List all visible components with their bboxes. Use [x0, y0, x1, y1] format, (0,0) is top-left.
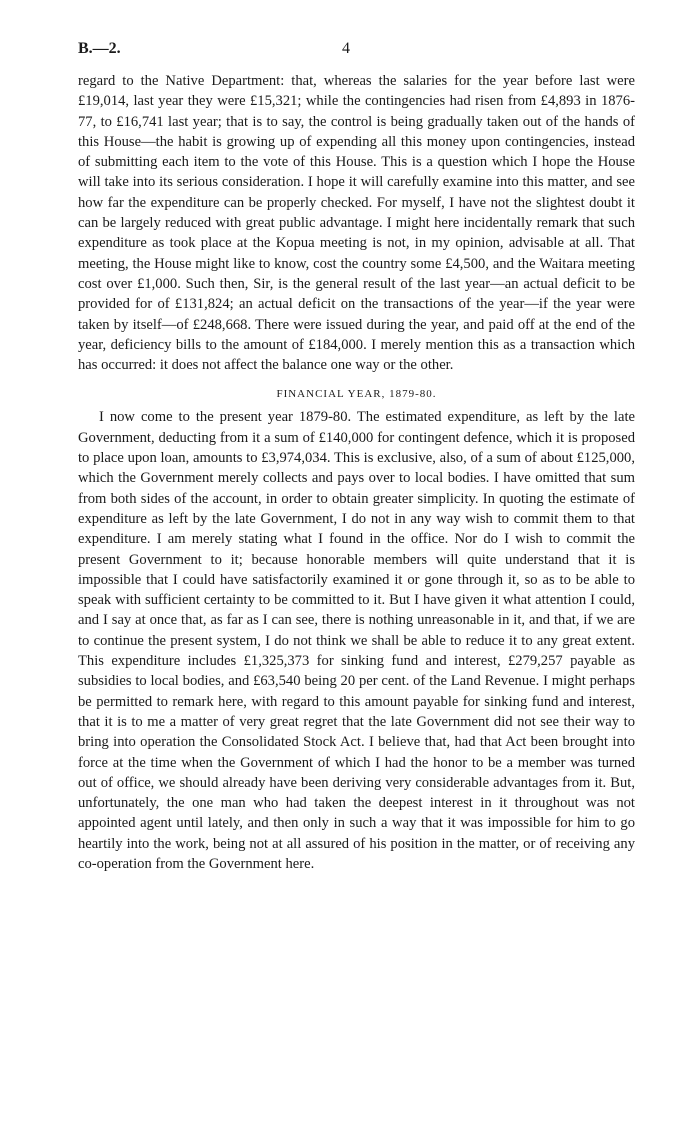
paragraph-present-year: I now come to the present year 1879-80. The estimated expenditure, as left by the late Government, deducting from it a sum of £140,000 for contingent defence, which it is proposed to place upon loan, amounts to £3,974,034. This is exclusive, also, of a sum of about £125,000, which the Government merely collects and pays over to local bodies. I have omitted that sum from both sides of the account, in order to obtain greater simplicity. In quoting the estimate of expenditure as left by the late Government, I do not in any way wish to commit them to that expenditure. I am merely stating what I found in the office. Nor do I wish to commit the present Government to it; because honorable members will quite understand that it is impossible that I could have satisfactorily examined it or gone through it, so as to be able to speak with sufficient certainty to be committed to it. But I have given it what attention I could, and I say at once that, as far as I can see, there is nothing unreasonable in it, and that, if we are to continue the present system, I do not think we shall be able to reduce it to any great extent. This expenditure includes £1,325,373 for sinking fund and interest, £279,257 payable as subsidies to local bodies, and £63,540 being 20 per cent. of the Land Revenue. I might perhaps be permitted to remark here, with regard to this amount payable for sinking fund and interest, that it is to me a matter of very great regret that the late Government did not see their way to bring into operation the Consolidated Stock Act. I believe that, had that Act been brought into force at the time when the Government of which I had the honor to be a member was turned out of office, we should already have been deriving very considerable advantages from it. But, unfortunately, the one man who had taken the deepest interest in it throughout was not appointed agent until lately, and then only in such a way that it was impossible for him to go heartily into the work, being not at all assured of his position in the matter, or of receiving any co-operation from the Government here. [78, 409, 635, 872]
section-heading: FINANCIAL YEAR, 1879-80. [276, 388, 437, 401]
paragraph-native-department: regard to the Native Department: that, whereas the salaries for the year before last were £19,014, last year they were £15,321; while the contingencies had risen from £4,893 in 1876-77, to £16,741 last year; that is to say, the control is being gradually taken out of the hands of this House—the habit is growing up of expending all this money upon contingencies, instead of submitting each item to the vote of this House. This is a question which I hope the House will take into its serious consideration. I hope it will carefully examine into this matter, and see how far the expenditure can be properly checked. For myself, I have not the slightest doubt it can be largely reduced with great public advantage. I might here incidentally remark that such expenditure as took place at the Kopua meeting is not, in my opinion, advisable at all. That meeting, the House might like to know, cost the country some £4,500, and the Waitara meeting cost over £1,000. Such then, Sir, is the general result of the last year—an actual deficit to be provided for of £131,824; an actual deficit on the transactions of the year—if the year were taken by itself—of £248,668. There were issued during the year, and paid off at the end of the year, deficiency bills to the amount of £184,000. I merely mention this as a transaction which has occurred: it does not affect the balance one way or the other. [78, 73, 635, 374]
document-reference: B.—2. [78, 40, 121, 57]
page-header [78, 40, 634, 64]
body-text [78, 71, 635, 874]
page-number: 4 [342, 40, 350, 57]
